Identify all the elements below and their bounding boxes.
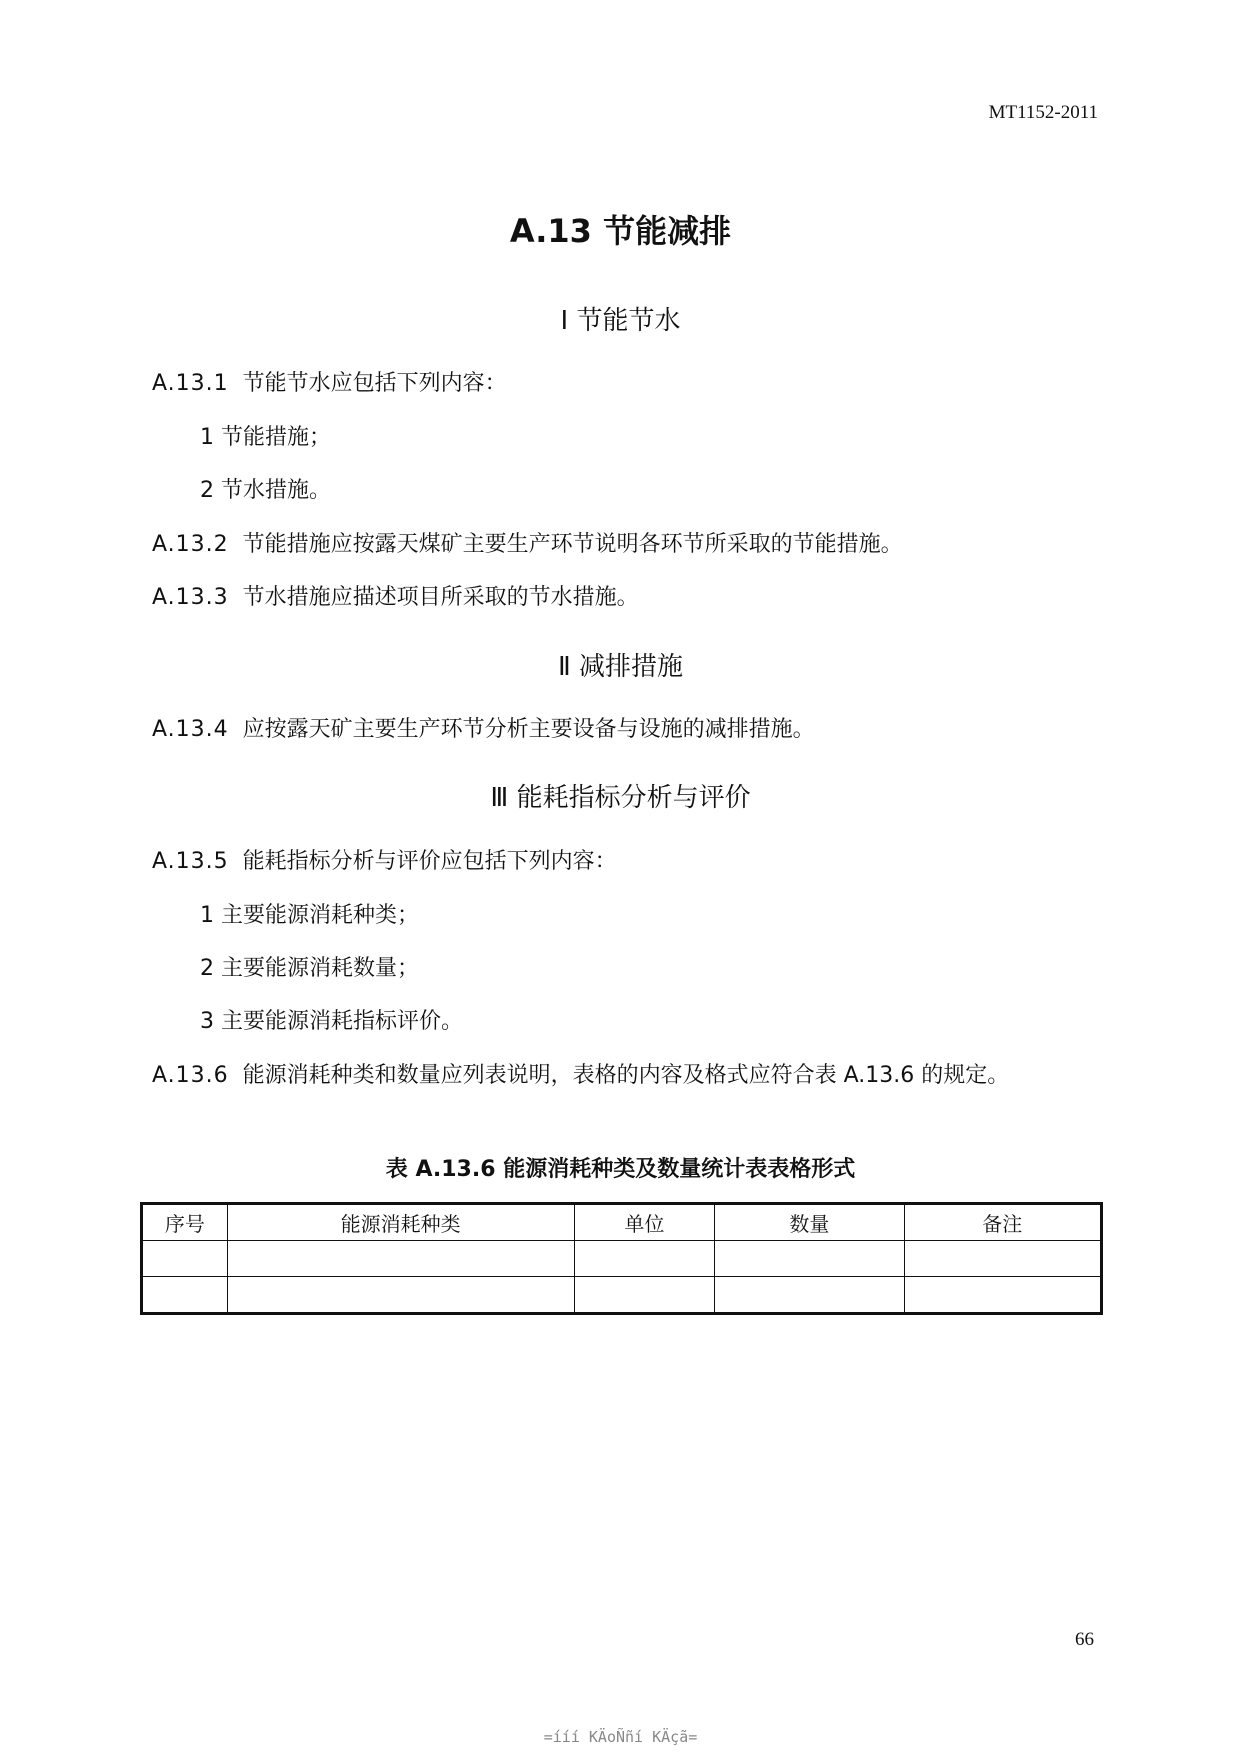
- section-title-emission-reduction: Ⅱ 减排措施: [557, 652, 684, 682]
- table-cell: [142, 1241, 228, 1277]
- chapter-title: A.13 节能减排: [509, 212, 732, 250]
- clause-number: A.13.2: [152, 532, 229, 557]
- clause-a13-6: [152, 1058, 1009, 1089]
- clause-text: 节水措施应描述项目所采取的节水措施。: [242, 585, 639, 610]
- table-cell: [227, 1241, 574, 1277]
- table-cell: [574, 1277, 715, 1314]
- header-quantity: 数量: [715, 1204, 904, 1241]
- standard-number: MT1152-2011: [988, 102, 1098, 123]
- clause-text: 应按露天矿主要生产环节分析主要设备与设施的减排措施。: [242, 717, 815, 742]
- clause-text: 能源消耗种类和数量应列表说明，表格的内容及格式应符合表 A.13.6 的规定。: [242, 1063, 1010, 1088]
- list-item: 2 主要能源消耗数量；: [200, 956, 419, 981]
- clause-a13-5: [152, 844, 617, 875]
- clause-a13-2: [152, 527, 903, 558]
- header-unit: 单位: [574, 1204, 715, 1241]
- energy-consumption-table: [140, 1202, 1103, 1315]
- clause-number: A.13.4: [152, 717, 229, 742]
- clause-a13-3: [152, 580, 639, 611]
- clause-a13-4: [152, 712, 815, 743]
- table-caption: 表 A.13.6 能源消耗种类及数量统计表表格形式: [385, 1157, 856, 1182]
- list-item: 1 主要能源消耗种类；: [200, 903, 419, 928]
- clause-text: 节能措施应按露天煤矿主要生产环节说明各环节所采取的节能措施。: [242, 532, 903, 557]
- clause-a13-1: [152, 366, 507, 397]
- clause-number: A.13.6: [152, 1063, 229, 1088]
- watermark-text: =ííí KÄoÑñí KÄçã=: [543, 1728, 698, 1746]
- clause-text: 能耗指标分析与评价应包括下列内容：: [242, 849, 617, 874]
- list-item: 1 节能措施；: [200, 425, 331, 450]
- header-energy-type: 能源消耗种类: [227, 1204, 574, 1241]
- table-cell: [715, 1241, 904, 1277]
- clause-text: 节能节水应包括下列内容：: [242, 371, 507, 396]
- table-cell: [904, 1277, 1101, 1314]
- section-title-energy-index: Ⅲ 能耗指标分析与评价: [490, 783, 751, 813]
- header-serial-number: 序号: [142, 1204, 228, 1241]
- clause-number: A.13.3: [152, 585, 229, 610]
- table-row: [142, 1277, 1102, 1314]
- clause-number: A.13.5: [152, 849, 229, 874]
- table-cell: [715, 1277, 904, 1314]
- list-item: 3 主要能源消耗指标评价。: [200, 1009, 463, 1034]
- clause-number: A.13.1: [152, 371, 229, 396]
- table-cell: [904, 1241, 1101, 1277]
- list-item: 2 节水措施。: [200, 478, 331, 503]
- table-cell: [142, 1277, 228, 1314]
- table-cell: [574, 1241, 715, 1277]
- page-number: 66: [1075, 1629, 1094, 1650]
- table-row: [142, 1241, 1102, 1277]
- section-title-energy-water: Ⅰ 节能节水: [560, 306, 681, 336]
- table-cell: [227, 1277, 574, 1314]
- header-remarks: 备注: [904, 1204, 1101, 1241]
- table-header-row: [142, 1204, 1102, 1241]
